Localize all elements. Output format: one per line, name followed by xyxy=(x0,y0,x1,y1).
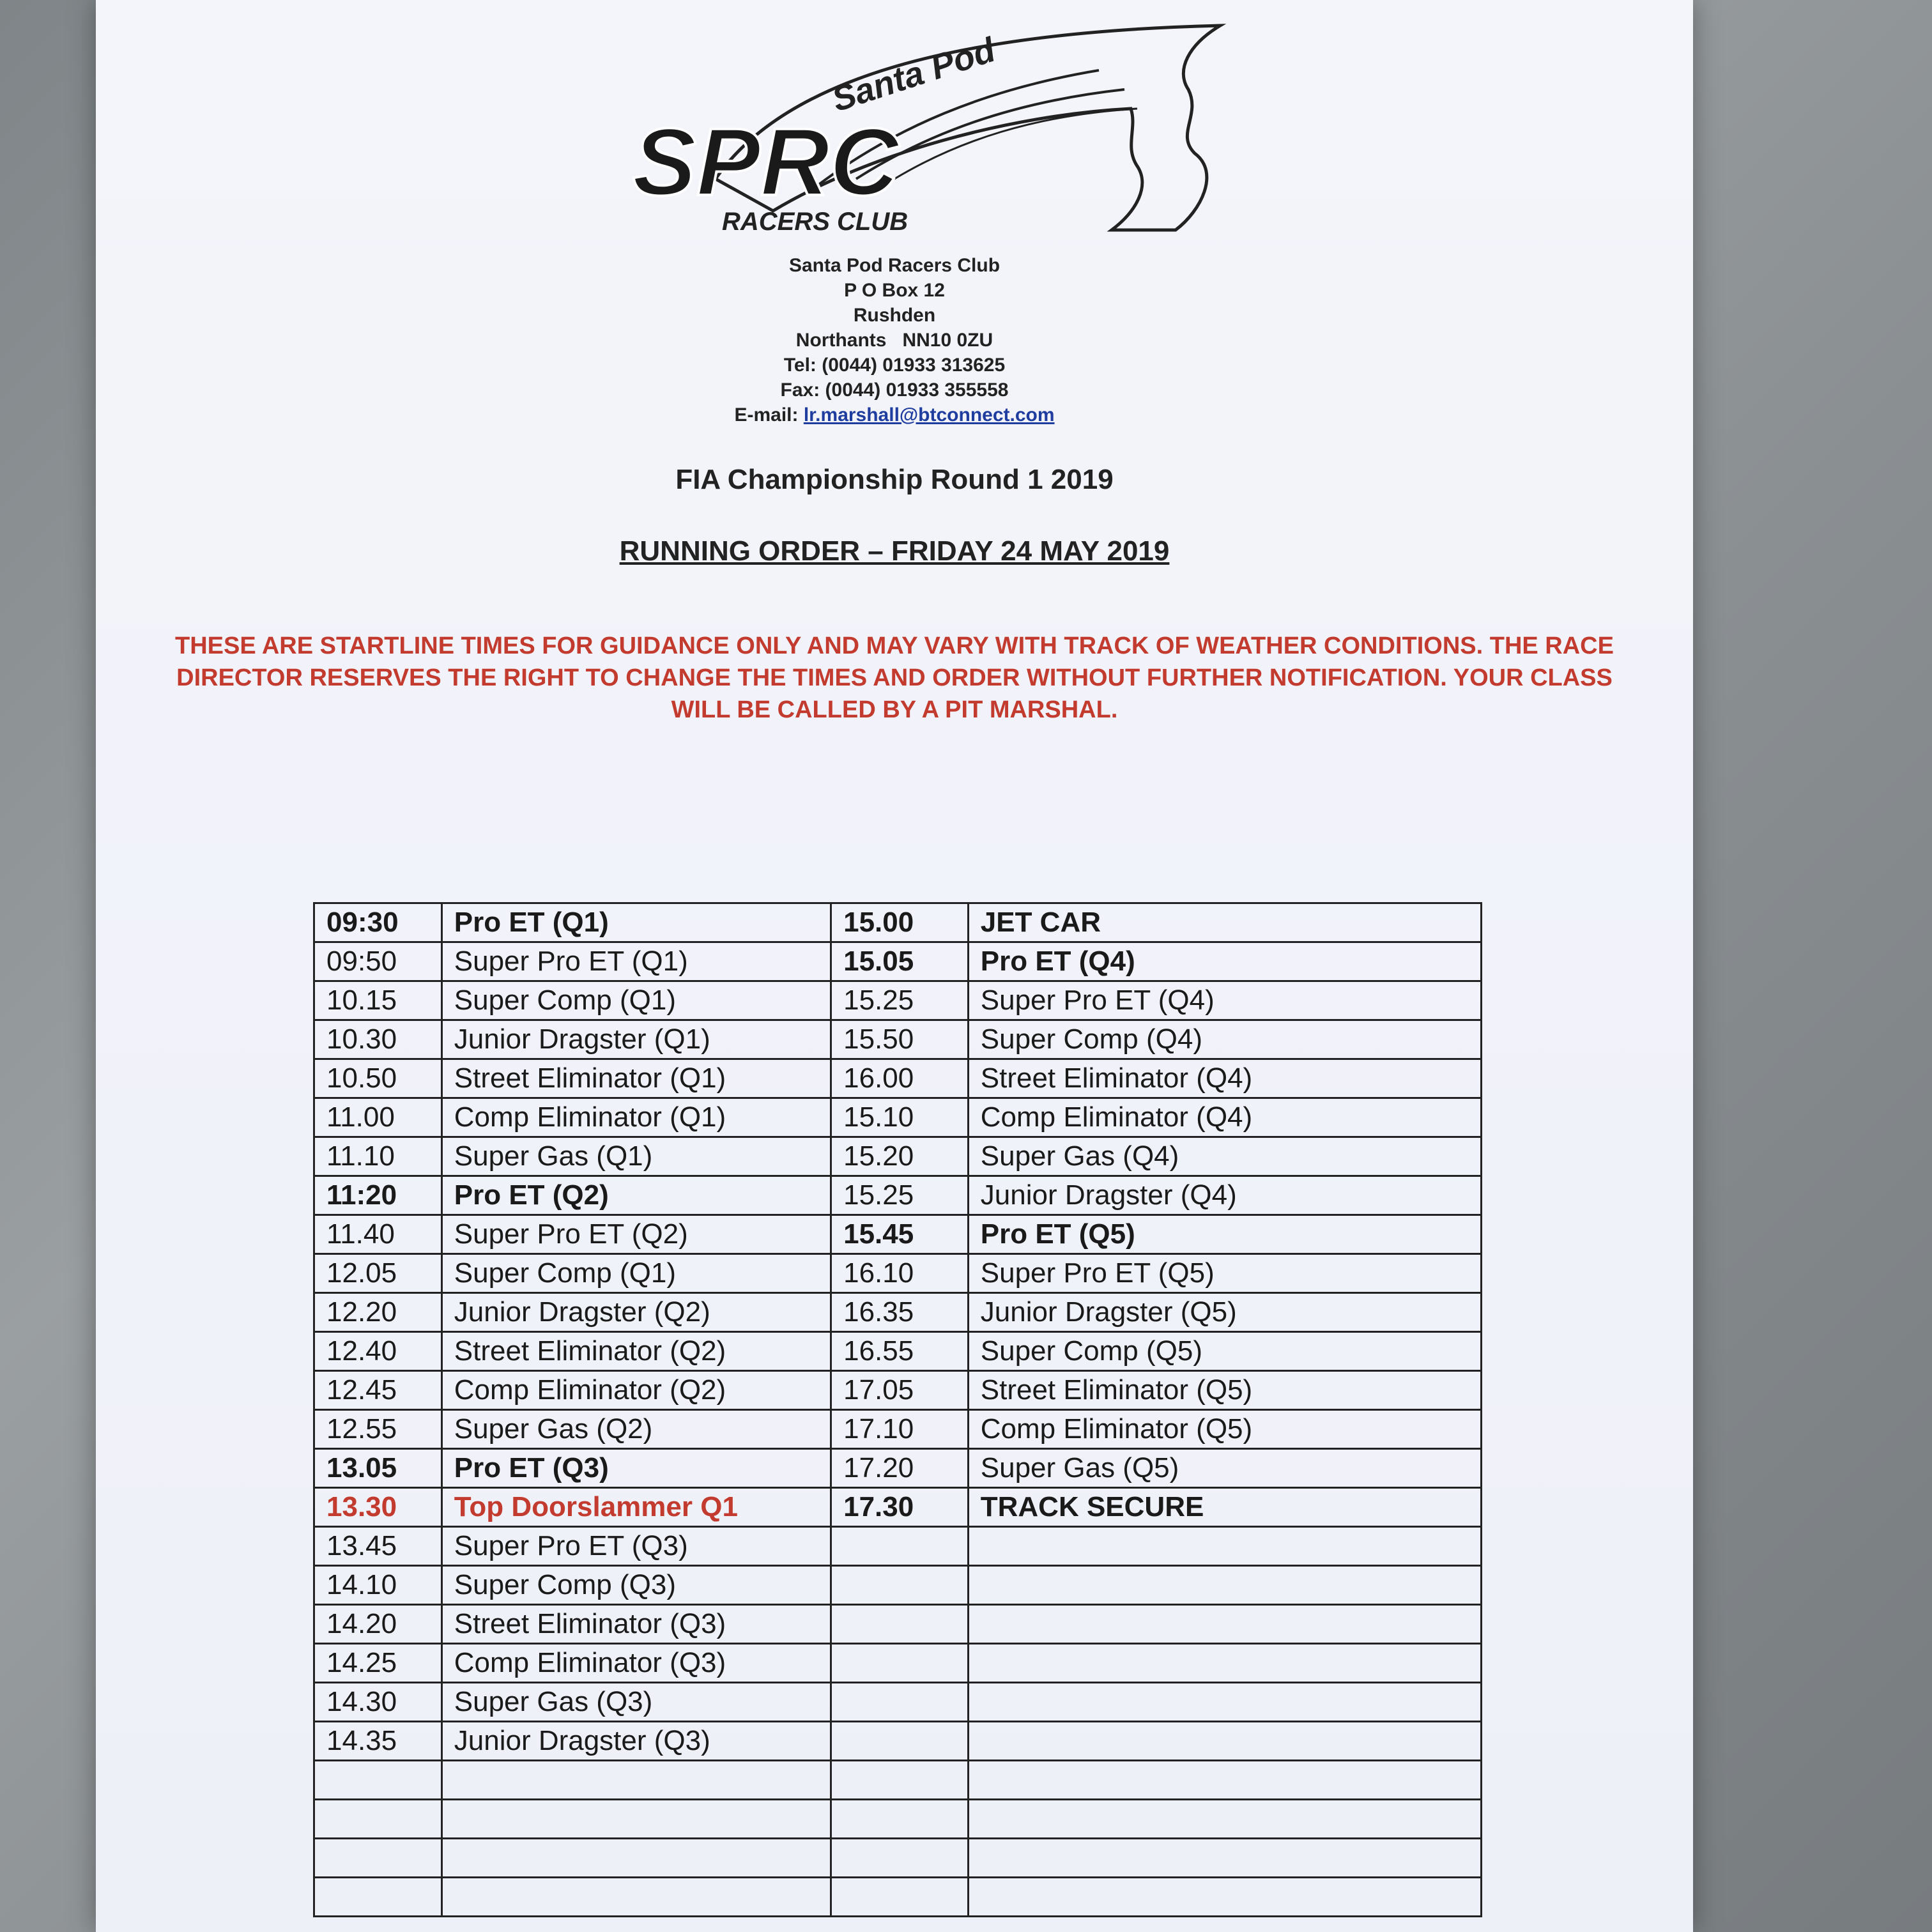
table-row xyxy=(314,1098,1482,1137)
table-row xyxy=(314,1020,1482,1059)
time-cell: 10.50 xyxy=(314,1059,442,1098)
class-cell xyxy=(441,1839,831,1878)
class-cell xyxy=(441,1878,831,1917)
class-cell: Junior Dragster (Q2) xyxy=(441,1293,831,1332)
event-title: FIA Championship Round 1 2019 xyxy=(675,464,1114,495)
time-cell: 10.15 xyxy=(314,981,442,1020)
time-cell: 12.45 xyxy=(314,1371,442,1410)
time-cell xyxy=(314,1878,442,1917)
email-line xyxy=(96,402,1693,427)
class-cell: Super Comp (Q3) xyxy=(441,1566,831,1605)
class-cell: Pro ET (Q3) xyxy=(441,1449,831,1488)
time-cell: 14.25 xyxy=(314,1644,442,1683)
time-cell: 15.20 xyxy=(831,1137,969,1176)
class-cell: JET CAR xyxy=(968,903,1481,942)
class-cell xyxy=(441,1761,831,1800)
time-cell xyxy=(831,1839,969,1878)
class-cell xyxy=(968,1722,1481,1761)
class-cell: Junior Dragster (Q3) xyxy=(441,1722,831,1761)
class-cell xyxy=(968,1839,1481,1878)
time-cell: 14.30 xyxy=(314,1683,442,1722)
class-cell: Comp Eliminator (Q5) xyxy=(968,1410,1481,1449)
class-cell: Pro ET (Q5) xyxy=(968,1215,1481,1254)
table-row xyxy=(314,1332,1482,1371)
time-cell: 14.20 xyxy=(314,1605,442,1644)
class-cell: Super Comp (Q4) xyxy=(968,1020,1481,1059)
time-cell: 13.30 xyxy=(314,1488,442,1527)
table-row xyxy=(314,1137,1482,1176)
time-cell: 15.25 xyxy=(831,981,969,1020)
class-cell: Super Pro ET (Q2) xyxy=(441,1215,831,1254)
class-cell xyxy=(968,1644,1481,1683)
class-cell: Super Comp (Q1) xyxy=(441,1254,831,1293)
class-cell: Super Pro ET (Q4) xyxy=(968,981,1481,1020)
telephone: Tel: (0044) 01933 313625 xyxy=(783,355,1006,376)
time-cell: 15.05 xyxy=(831,942,969,981)
table-row xyxy=(314,1254,1482,1293)
schedule-table xyxy=(313,902,1482,1917)
class-cell xyxy=(968,1800,1481,1839)
club-name: Santa Pod Racers Club xyxy=(788,255,1000,276)
time-cell: 17.30 xyxy=(831,1488,969,1527)
class-cell: Super Gas (Q3) xyxy=(441,1683,831,1722)
time-cell: 11.00 xyxy=(314,1098,442,1137)
class-cell: Super Pro ET (Q1) xyxy=(441,942,831,981)
class-cell: Junior Dragster (Q4) xyxy=(968,1176,1481,1215)
class-cell: Comp Eliminator (Q1) xyxy=(441,1098,831,1137)
time-cell: 17.05 xyxy=(831,1371,969,1410)
time-cell: 11.40 xyxy=(314,1215,442,1254)
time-cell xyxy=(831,1605,969,1644)
time-cell xyxy=(831,1683,969,1722)
time-cell: 15.50 xyxy=(831,1020,969,1059)
class-cell xyxy=(968,1878,1481,1917)
class-cell: TRACK SECURE xyxy=(968,1488,1481,1527)
table-row xyxy=(314,1293,1482,1332)
table-row xyxy=(314,1683,1482,1722)
time-cell: 12.20 xyxy=(314,1293,442,1332)
time-cell: 09:30 xyxy=(314,903,442,942)
class-cell: Junior Dragster (Q1) xyxy=(441,1020,831,1059)
time-cell: 14.10 xyxy=(314,1566,442,1605)
time-cell: 14.35 xyxy=(314,1722,442,1761)
class-cell: Super Comp (Q5) xyxy=(968,1332,1481,1371)
time-cell: 16.35 xyxy=(831,1293,969,1332)
class-cell xyxy=(968,1527,1481,1566)
table-row xyxy=(314,942,1482,981)
time-cell: 13.45 xyxy=(314,1527,442,1566)
table-row xyxy=(314,1449,1482,1488)
class-cell: Comp Eliminator (Q3) xyxy=(441,1644,831,1683)
table-row xyxy=(314,1527,1482,1566)
time-cell xyxy=(831,1800,969,1839)
time-cell xyxy=(831,1644,969,1683)
time-cell: 15.00 xyxy=(831,903,969,942)
logo-top-text: Santa Pod xyxy=(827,30,1000,119)
class-cell: Super Gas (Q1) xyxy=(441,1137,831,1176)
class-cell xyxy=(968,1605,1481,1644)
table-row xyxy=(314,1059,1482,1098)
table-row xyxy=(314,1605,1482,1644)
class-cell: Super Pro ET (Q5) xyxy=(968,1254,1481,1293)
time-cell xyxy=(831,1527,969,1566)
table-row xyxy=(314,1215,1482,1254)
table-row xyxy=(314,1839,1482,1878)
time-cell: 12.40 xyxy=(314,1332,442,1371)
class-cell: Pro ET (Q1) xyxy=(441,903,831,942)
time-cell: 15.10 xyxy=(831,1098,969,1137)
class-cell: Street Eliminator (Q3) xyxy=(441,1605,831,1644)
class-cell: Top Doorslammer Q1 xyxy=(441,1488,831,1527)
time-cell: 15.45 xyxy=(831,1215,969,1254)
class-cell: Street Eliminator (Q1) xyxy=(441,1059,831,1098)
po-box: P O Box 12 xyxy=(844,280,945,301)
class-cell xyxy=(968,1683,1481,1722)
time-cell: 16.55 xyxy=(831,1332,969,1371)
email-label: E-mail: xyxy=(734,404,799,425)
time-cell: 15.25 xyxy=(831,1176,969,1215)
class-cell: Street Eliminator (Q5) xyxy=(968,1371,1481,1410)
class-cell: Super Gas (Q5) xyxy=(968,1449,1481,1488)
table-row xyxy=(314,1800,1482,1839)
logo-main-text: SPRC xyxy=(632,108,899,215)
table-row xyxy=(314,1371,1482,1410)
time-cell xyxy=(831,1761,969,1800)
time-cell xyxy=(314,1761,442,1800)
table-row xyxy=(314,1644,1482,1683)
fax: Fax: (0044) 01933 355558 xyxy=(780,379,1009,401)
document-sheet xyxy=(96,0,1693,1932)
table-row xyxy=(314,1176,1482,1215)
time-cell xyxy=(831,1878,969,1917)
email-link[interactable]: lr.marshall@btconnect.com xyxy=(803,404,1055,425)
time-cell: 12.55 xyxy=(314,1410,442,1449)
class-cell: Comp Eliminator (Q4) xyxy=(968,1098,1481,1137)
time-cell: 12.05 xyxy=(314,1254,442,1293)
time-cell xyxy=(831,1722,969,1761)
class-cell xyxy=(968,1566,1481,1605)
table-row xyxy=(314,903,1482,942)
class-cell: Super Comp (Q1) xyxy=(441,981,831,1020)
class-cell: Street Eliminator (Q2) xyxy=(441,1332,831,1371)
time-cell: 11:20 xyxy=(314,1176,442,1215)
time-cell: 16.00 xyxy=(831,1059,969,1098)
table-row xyxy=(314,1566,1482,1605)
table-row xyxy=(314,1878,1482,1917)
time-cell: 17.20 xyxy=(831,1449,969,1488)
time-cell: 16.10 xyxy=(831,1254,969,1293)
time-cell: 11.10 xyxy=(314,1137,442,1176)
logo-sub-text: RACERS CLUB xyxy=(722,208,908,236)
class-cell: Super Pro ET (Q3) xyxy=(441,1527,831,1566)
time-cell xyxy=(314,1800,442,1839)
table-row xyxy=(314,1722,1482,1761)
class-cell: Super Gas (Q2) xyxy=(441,1410,831,1449)
time-cell xyxy=(831,1566,969,1605)
class-cell: Street Eliminator (Q4) xyxy=(968,1059,1481,1098)
class-cell xyxy=(968,1761,1481,1800)
class-cell: Comp Eliminator (Q2) xyxy=(441,1371,831,1410)
table-row xyxy=(314,1761,1482,1800)
running-order-title: RUNNING ORDER – FRIDAY 24 MAY 2019 xyxy=(619,535,1170,567)
time-cell: 09:50 xyxy=(314,942,442,981)
time-cell: 13.05 xyxy=(314,1449,442,1488)
class-cell: Pro ET (Q4) xyxy=(968,942,1481,981)
town: Rushden xyxy=(853,305,936,326)
address-block xyxy=(96,253,1693,427)
county-postcode: Northants NN10 0ZU xyxy=(795,330,993,351)
class-cell: Junior Dragster (Q5) xyxy=(968,1293,1481,1332)
table-row xyxy=(314,981,1482,1020)
table-row xyxy=(314,1410,1482,1449)
time-cell: 17.10 xyxy=(831,1410,969,1449)
class-cell xyxy=(441,1800,831,1839)
class-cell: Super Gas (Q4) xyxy=(968,1137,1481,1176)
class-cell: Pro ET (Q2) xyxy=(441,1176,831,1215)
guidance-notice: THESE ARE STARTLINE TIMES FOR GUIDANCE ONLY AND MAY VARY WITH TRACK OF WEATHER CONDITIONS. THE RACE DIRECTOR RESERVES THE RIGHT TO CHANGE THE TIMES AND ORDER WITHOUT FURTHER NOTIFICATION. YOUR CLASS WILL BE CALLED BY A PIT MARSHAL. xyxy=(175,632,1614,723)
sprc-logo xyxy=(626,19,1252,236)
time-cell xyxy=(314,1839,442,1878)
time-cell: 10.30 xyxy=(314,1020,442,1059)
table-row xyxy=(314,1488,1482,1527)
